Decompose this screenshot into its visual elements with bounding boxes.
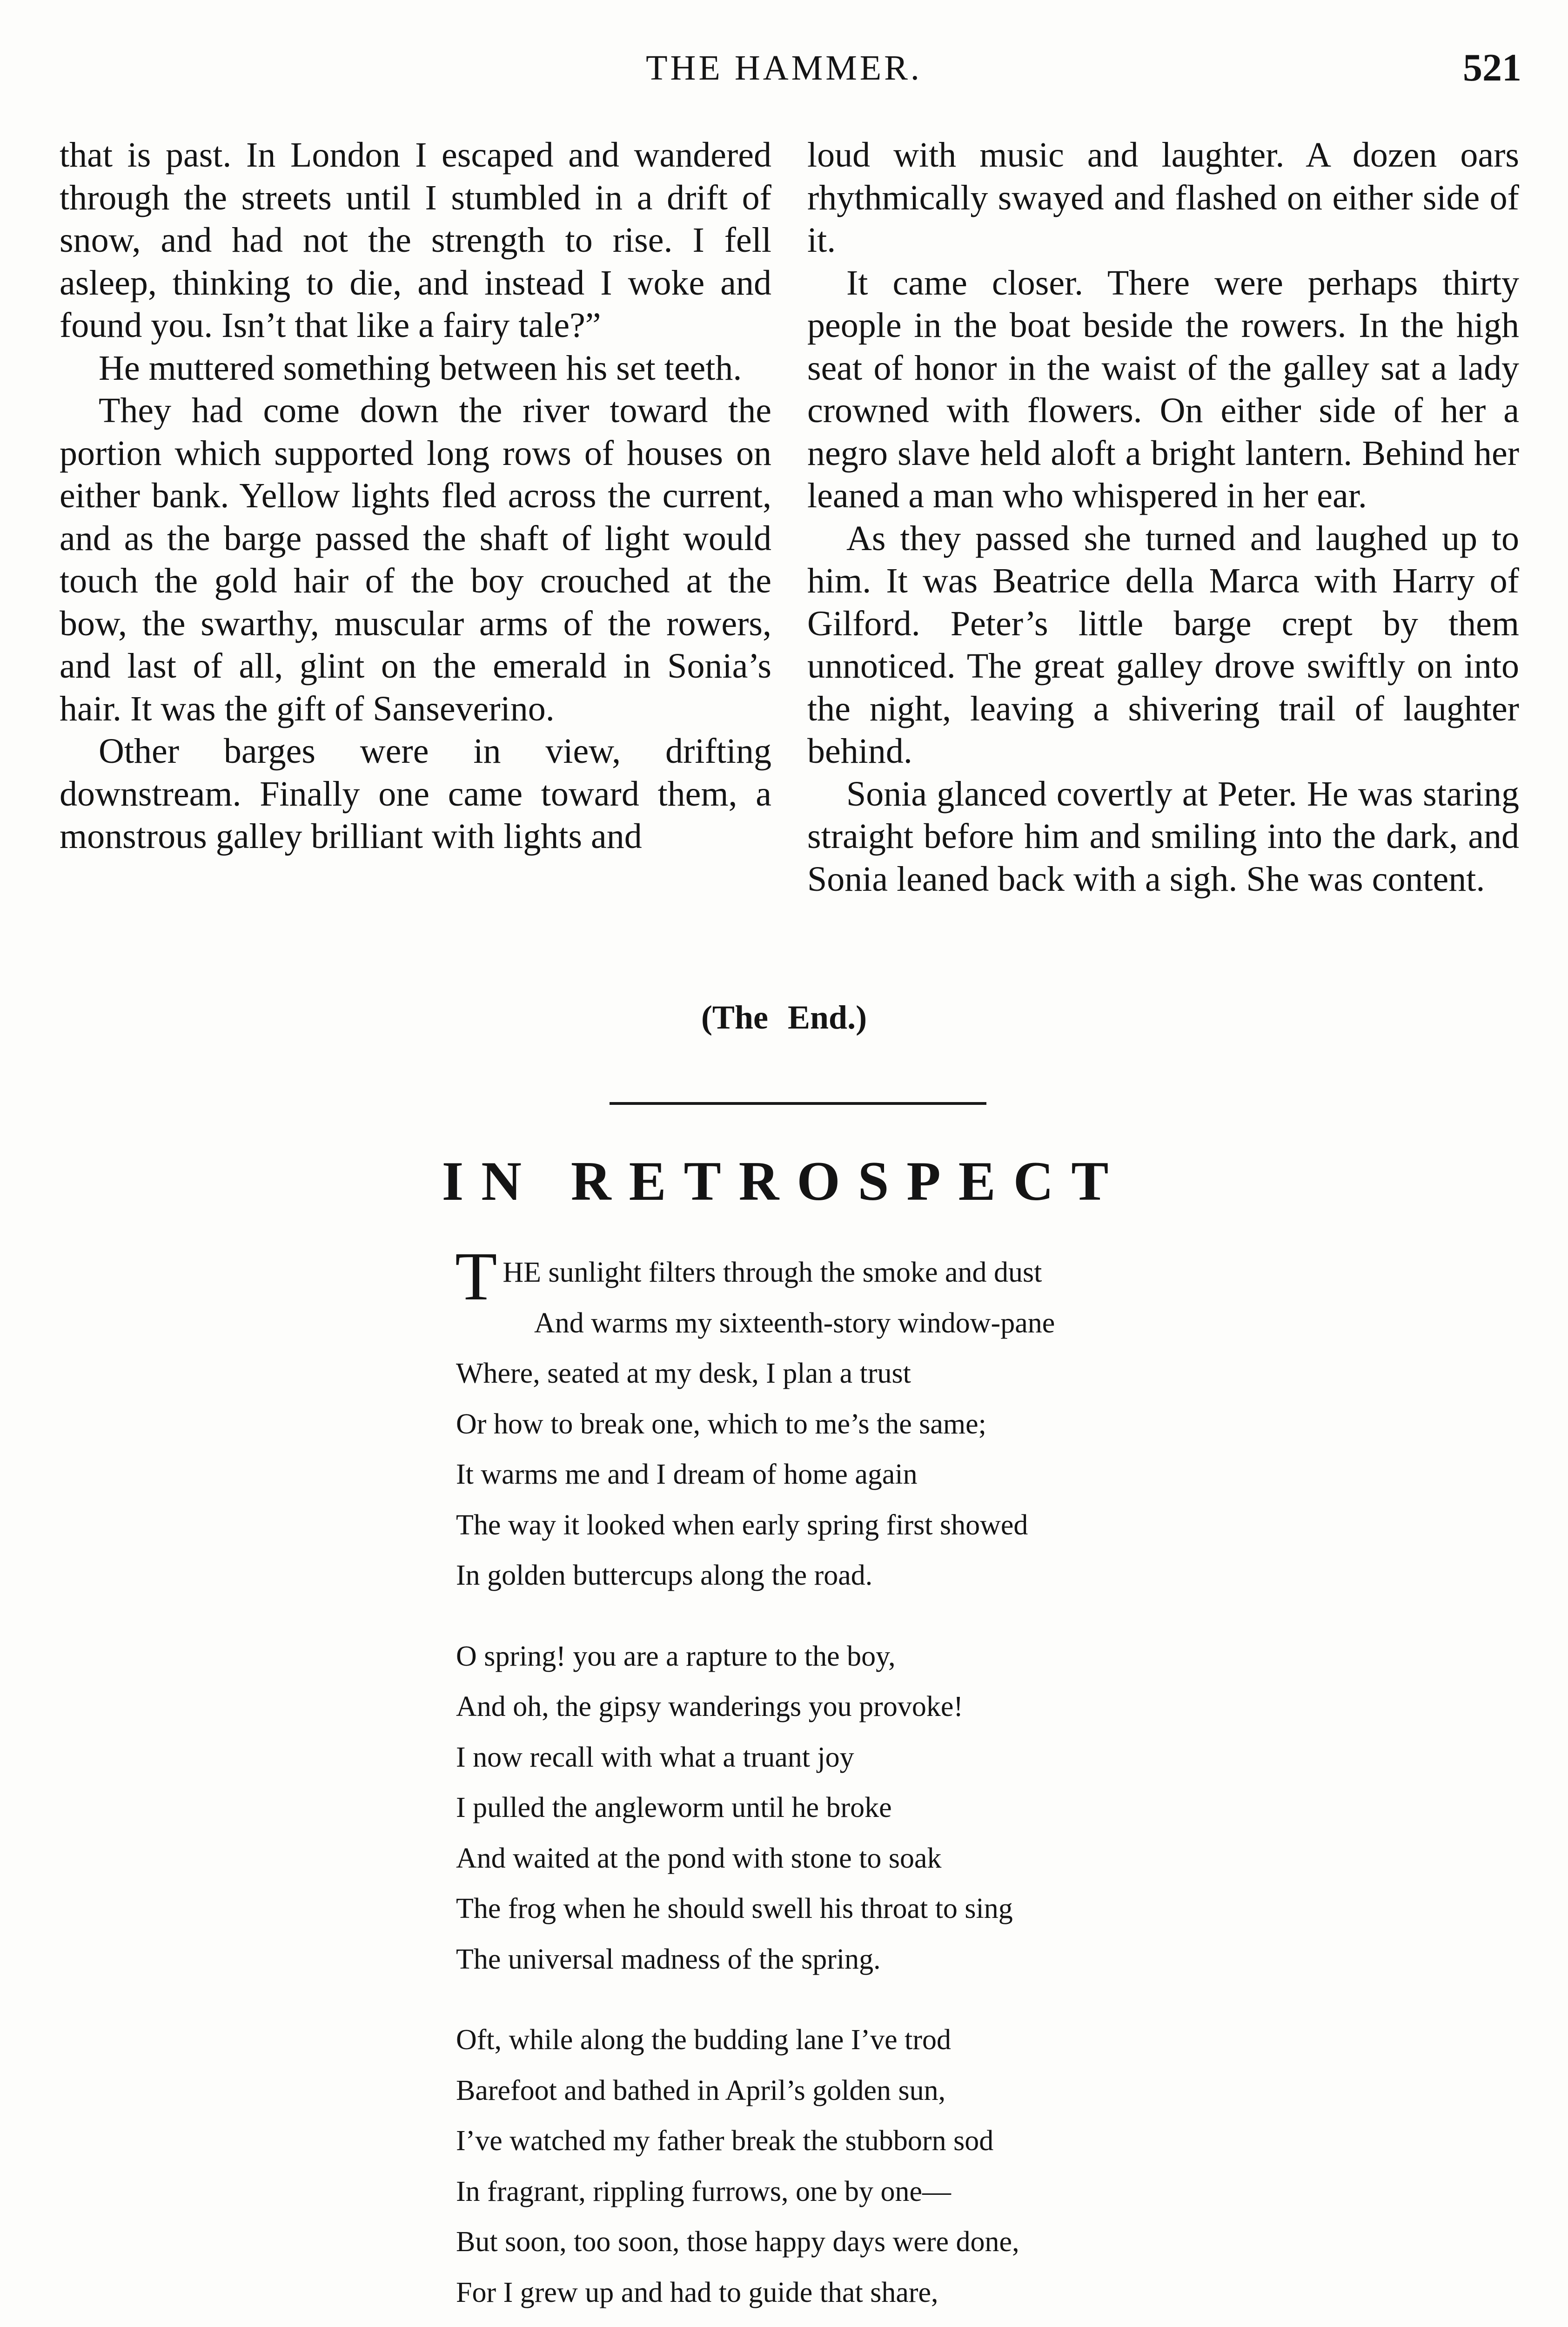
poem-line: The frog when he should swell his throat to sing	[456, 1893, 1013, 1924]
paragraph: Other barges were in view, drifting downstream. Finally one came toward them, a monstrous galley brilliant with lights and	[60, 732, 771, 856]
poem-line: And warms my sixteenth-story window-pane	[534, 1307, 1055, 1339]
poem-line: The way it looked when early spring first showed	[456, 1509, 1028, 1541]
poem-first-line	[455, 1238, 1293, 1315]
poem-line: It warms me and I dream of home again	[456, 1459, 918, 1490]
story-end-note: (The End.)	[701, 999, 867, 1036]
story-right-column	[807, 134, 1519, 901]
poem-line: The universal madness of the spring.	[456, 1943, 881, 1975]
poem-line: But soon, too soon, those happy days were done,	[456, 2226, 1019, 2258]
poem-stanza	[455, 1238, 1293, 1601]
running-title: THE HAMMER.	[646, 48, 922, 87]
paragraph: As they passed she turned and laughed up to him. It was Beatrice della Marca with Harry of Gilford. Peter’s little barge crept by them unnoticed. The great galley drove swiftly on into the night, leaving a shivering trail of laughter behind.	[807, 518, 1519, 771]
poem-line: For I grew up and had to guide that share,	[456, 2276, 938, 2308]
page-number: 521	[1463, 46, 1521, 89]
poem-stanza	[456, 2015, 1293, 2327]
poem-stanza	[456, 1631, 1293, 1985]
poem-title: IN RETROSPECT	[442, 1150, 1126, 1212]
paragraph: loud with music and laughter. A dozen oars rhythmically swayed and flashed on either side of it.	[807, 135, 1519, 260]
story-left-column	[60, 134, 771, 858]
poem-line: Oft, while along the budding lane I’ve trod	[456, 2024, 952, 2056]
poem-line: In golden buttercups along the road.	[456, 1560, 873, 1591]
poem-line: I now recall with what a truant joy	[456, 1741, 854, 1773]
poem-line: Barefoot and bathed in April’s golden sun,	[456, 2074, 946, 2106]
poem-line: Or how to break one, which to me’s the same;	[456, 1408, 986, 1440]
poem-line	[456, 2318, 1293, 2327]
poem-line: And oh, the gipsy wanderings you provoke!	[456, 1691, 963, 1722]
paragraph: He muttered something between his set teeth.	[99, 348, 742, 388]
poem-line: In fragrant, rippling furrows, one by one—	[456, 2175, 952, 2207]
paragraph: Sonia glanced covertly at Peter. He was staring straight before him and smiling into the dark, and Sonia leaned back with a sigh. She was content.	[807, 774, 1519, 899]
poem-body	[455, 1238, 1293, 2327]
paragraph: that is past. In London I escaped and wandered through the streets until I stumbled in a drift of snow, and had not the strength to rise. I fell asleep, thinking to die, and instead I woke and found you. Isn’t that like a fairy tale?”	[60, 135, 771, 345]
paragraph: They had come down the river toward the portion which supported long rows of houses on either bank. Yellow lights fled across the current, and as the barge passed the shaft of light would touch the gold hair of the boy crouched at the bow, the swarthy, muscular arms of the rowers, and last of all, glint on the emerald in Sonia’s hair. It was the gift of Sanseverino.	[60, 391, 771, 728]
poem-line: Where, seated at my desk, I plan a trust	[456, 1358, 911, 1389]
poem-line: HE sunlight filters through the smoke and dust	[503, 1257, 1042, 1288]
poem-line: I’ve watched my father break the stubborn sod	[456, 2125, 994, 2157]
poem-line: I pulled the angleworm until he broke	[456, 1792, 892, 1823]
paragraph: It came closer. There were perhaps thirty people in the boat beside the rowers. In the high seat of honor in the waist of the galley sat a lady crowned with flowers. On either side of her a negro slave held aloft a bright lantern. Behind her leaned a man who whispered in her ear.	[807, 263, 1519, 515]
poem-line: O spring! you are a rapture to the boy,	[456, 1640, 896, 1672]
poem-line: And waited at the pond with stone to soak	[456, 1842, 942, 1874]
drop-cap: T	[455, 1238, 497, 1315]
section-divider	[610, 1102, 986, 1105]
